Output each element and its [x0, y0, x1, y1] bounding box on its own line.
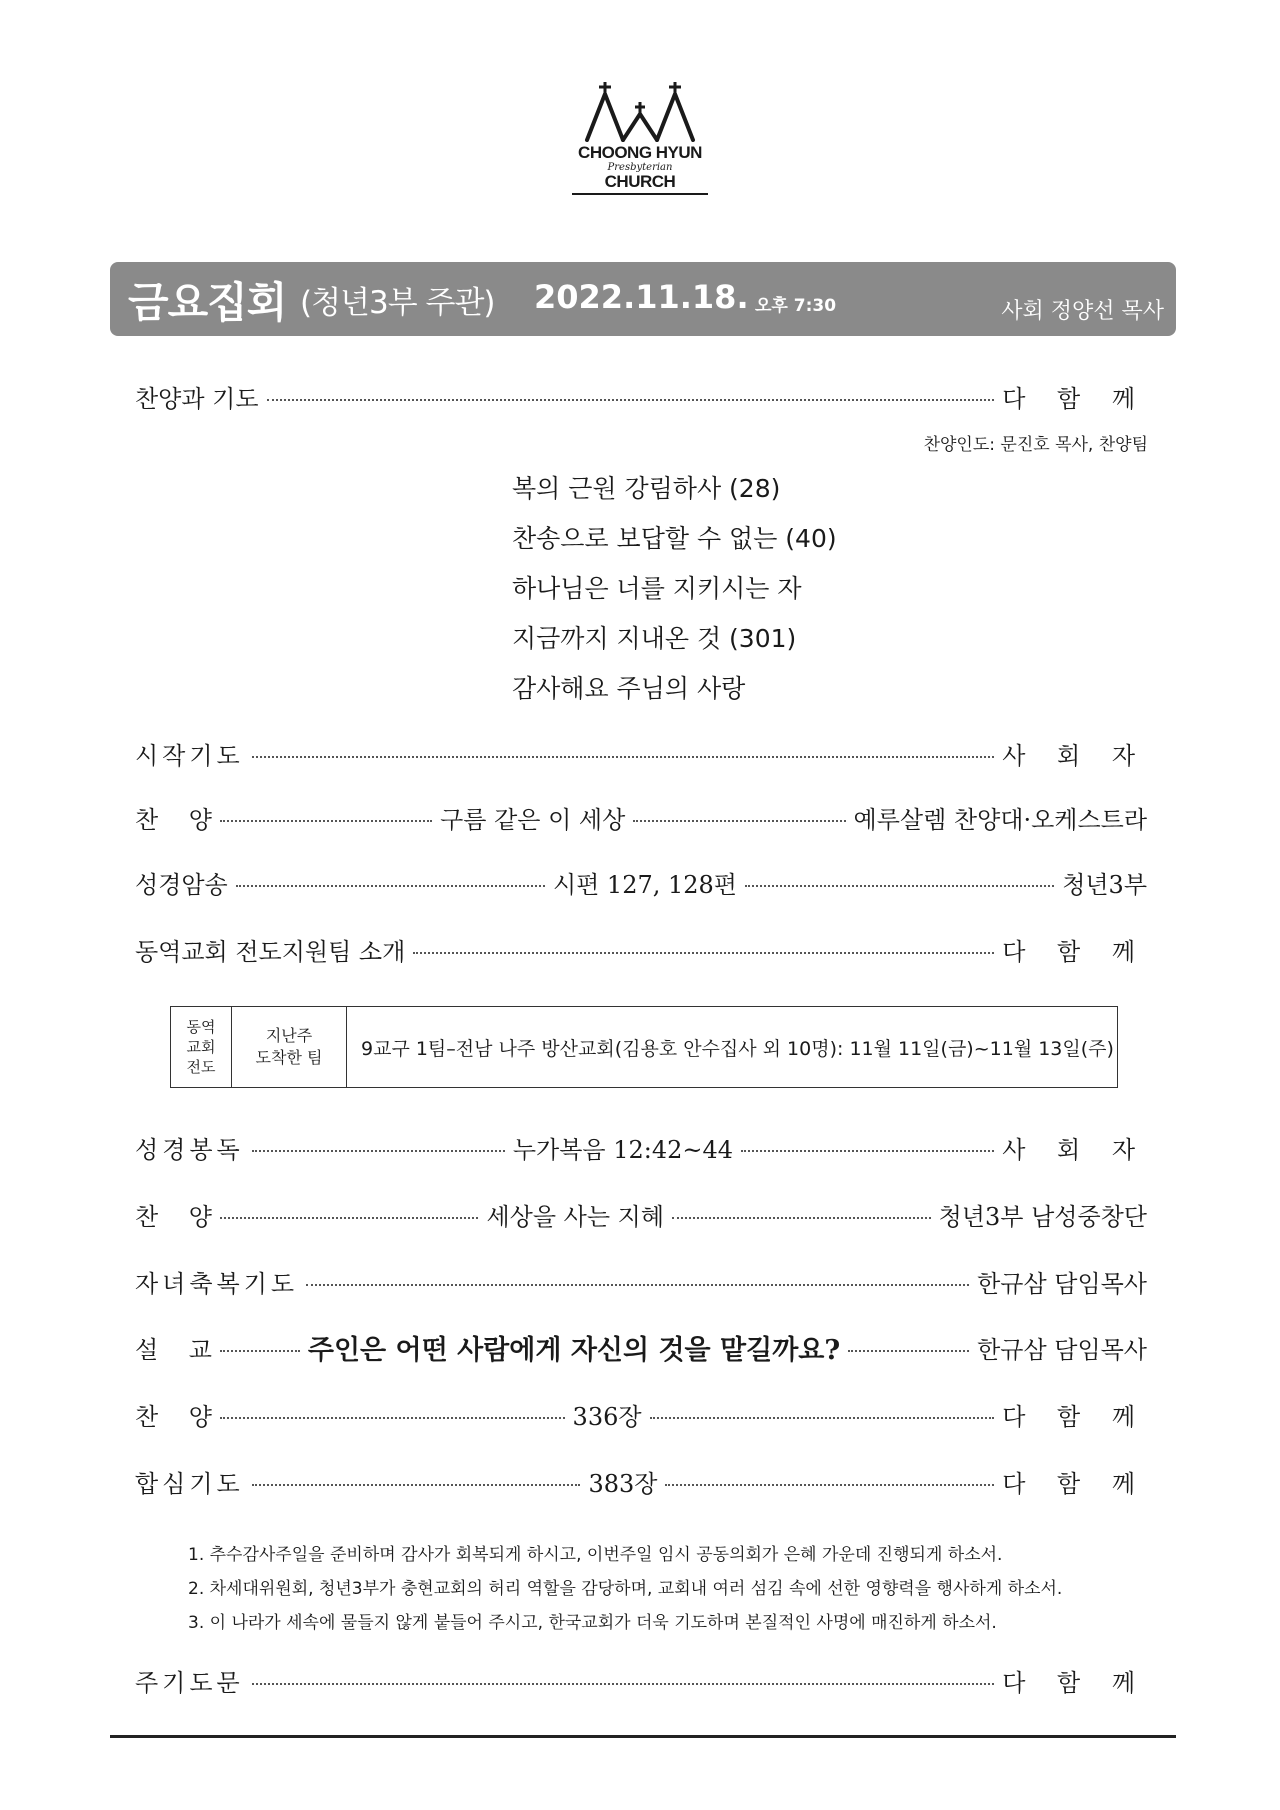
church-logo	[570, 80, 710, 215]
order-label: 합심기도	[135, 1469, 244, 1498]
leader-dots	[672, 1217, 931, 1219]
prayer-item: 3. 이 나라가 세속에 물들지 않게 붙들어 주시고, 한국교회가 더욱 기도하며 본질적인 사명에 매진하게 하소서.	[188, 1613, 997, 1633]
order-performer: 청년3부 남성중창단	[938, 1202, 1147, 1231]
service-date: 2022.11.18.	[534, 278, 749, 316]
leader-dots	[306, 1284, 969, 1286]
order-label: 자녀축복기도	[135, 1269, 299, 1298]
leader-dots	[220, 1350, 300, 1352]
order-label: 주기도문	[135, 1668, 244, 1697]
bottom-divider	[110, 1735, 1176, 1738]
order-performer: 청년3부	[1062, 870, 1148, 899]
order-label: 찬 양	[135, 805, 212, 834]
order-item	[135, 862, 1147, 902]
leader-dots	[413, 952, 994, 954]
order-item	[135, 1261, 1147, 1301]
leader-dots	[665, 1484, 994, 1486]
order-label: 찬 양	[135, 1402, 212, 1431]
hymn-item: 지금까지 지내온 것 (301)	[512, 624, 797, 653]
order-title: 383장	[588, 1469, 658, 1498]
leader-dots	[745, 885, 1054, 887]
logo-underline	[572, 193, 708, 195]
order-item	[135, 1194, 1147, 1234]
order-performer: 예루살렘 찬양대·오케스트라	[853, 805, 1148, 834]
leader-dots	[633, 820, 845, 822]
order-performer: 다 함 께	[1002, 1469, 1147, 1498]
order-performer: 사 회 자	[1002, 1135, 1147, 1164]
leader-dots	[267, 399, 995, 401]
leader-dots	[252, 756, 994, 758]
order-performer: 다 함 께	[1002, 384, 1147, 413]
order-title: 시편 127, 128편	[552, 870, 737, 899]
hymn-list	[512, 464, 837, 714]
sermon-title: 주인은 어떤 사람에게 자신의 것을 맡길까요?	[307, 1334, 841, 1366]
order-performer: 사 회 자	[1002, 741, 1147, 770]
order-title: 세상을 사는 지혜	[486, 1202, 665, 1231]
order-item	[135, 1394, 1147, 1434]
order-item	[135, 733, 1147, 773]
order-performer: 한규삼 담임목사	[977, 1269, 1147, 1298]
mission-team-table	[170, 1006, 1118, 1088]
order-title: 336장	[572, 1402, 642, 1431]
prayer-list	[188, 1538, 1062, 1640]
order-performer: 한규삼 담임목사	[977, 1335, 1147, 1364]
logo-text-bottom: CHURCH	[604, 172, 676, 191]
leader-dots	[236, 885, 545, 887]
hymn-item: 찬송으로 보답할 수 없는 (40)	[512, 524, 837, 553]
order-item	[135, 1327, 1147, 1367]
order-item	[135, 376, 1147, 416]
service-title: 금요집회	[128, 278, 287, 327]
logo-text-top: CHOONG HYUN	[578, 143, 702, 162]
hymn-item: 복의 근원 강림하사 (28)	[512, 474, 781, 503]
order-label: 시작기도	[135, 741, 244, 770]
hymn-item: 감사해요 주님의 사랑	[512, 674, 746, 703]
order-label: 찬 양	[135, 1202, 212, 1231]
hymn-item: 하나님은 너를 지키시는 자	[512, 574, 802, 603]
service-leader: 사회 정양선 목사	[1001, 299, 1164, 324]
order-performer: 다 함 께	[1002, 1402, 1148, 1431]
table-row	[171, 1007, 1118, 1088]
leader-dots	[650, 1417, 995, 1419]
leader-dots	[252, 1683, 994, 1685]
order-title: 누가복음 12:42~44	[512, 1135, 734, 1164]
order-title: 구름 같은 이 세상	[440, 805, 626, 834]
order-label: 설 교	[135, 1335, 212, 1364]
order-item	[135, 1461, 1147, 1501]
order-item	[135, 797, 1147, 837]
order-label: 동역교회 전도지원팀 소개	[135, 937, 406, 966]
praise-leader-note: 찬양인도: 문진호 목사, 찬양팀	[923, 435, 1148, 455]
church-spires-icon	[575, 80, 705, 142]
leader-dots	[220, 1417, 565, 1419]
order-item	[135, 1127, 1147, 1167]
order-item	[135, 929, 1147, 969]
order-label: 찬양과 기도	[135, 384, 259, 413]
service-subtitle: (청년3부 주관)	[300, 285, 495, 321]
leader-dots	[220, 820, 432, 822]
order-performer: 다 함 께	[1002, 1668, 1147, 1697]
prayer-item: 2. 차세대위원회, 청년3부가 충현교회의 허리 역할을 감당하며, 교회내 여러 섬김 속에 선한 영향력을 행사하게 하소서.	[188, 1579, 1063, 1599]
logo-text-middle: Presbyterian	[607, 162, 673, 173]
leader-dots	[741, 1150, 994, 1152]
order-performer: 다 함 께	[1002, 937, 1147, 966]
leader-dots	[252, 1484, 581, 1486]
service-banner	[110, 262, 1176, 336]
order-item	[135, 1660, 1147, 1700]
table-cell-header: 지난주 도착한 팀	[232, 1007, 347, 1088]
leader-dots	[252, 1150, 505, 1152]
prayer-item: 1. 추수감사주일을 준비하며 감사가 회복되게 하시고, 이번주일 임시 공동의회가 은혜 가운데 진행되게 하소서.	[188, 1545, 1003, 1565]
table-cell-content: 9교구 1팀–전남 나주 방산교회(김용호 안수집사 외 10명): 11월 11일(금)~11월 13일(주)	[347, 1007, 1118, 1088]
table-cell-category: 동역 교회 전도	[171, 1007, 232, 1088]
order-label: 성경봉독	[135, 1135, 244, 1164]
leader-dots	[848, 1350, 969, 1352]
service-time: 오후 7:30	[755, 296, 837, 316]
leader-dots	[220, 1217, 479, 1219]
order-label: 성경암송	[135, 870, 228, 899]
